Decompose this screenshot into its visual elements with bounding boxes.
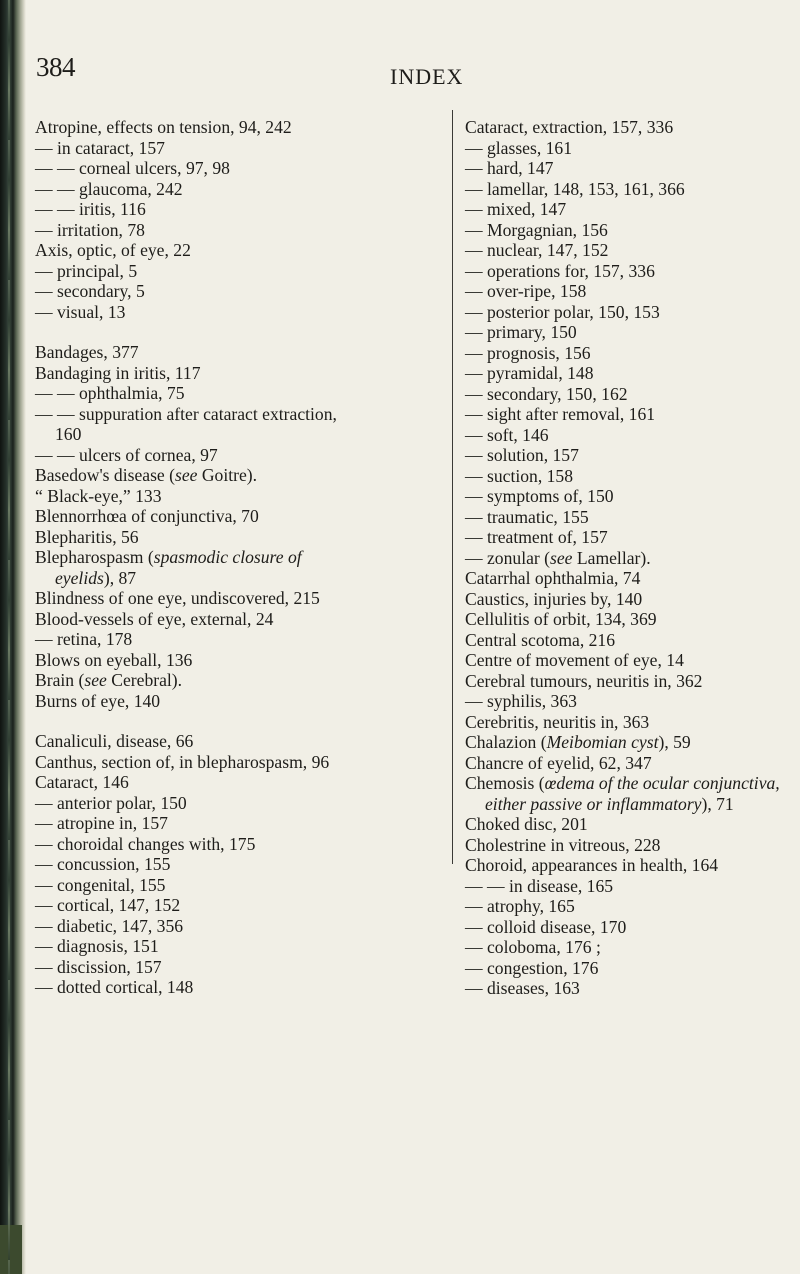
index-entry: — diabetic, 147, 356 bbox=[35, 915, 184, 936]
index-column-right bbox=[465, 117, 795, 999]
index-entry: — — ophthalmia, 75 bbox=[35, 383, 185, 403]
index-entry: Canthus, section of, in blepharospasm, 96 bbox=[35, 751, 330, 772]
index-entry: Central scotoma, 216 bbox=[465, 629, 616, 650]
index-entry bbox=[465, 732, 795, 753]
index-entry: — symptoms of, 150 bbox=[465, 486, 614, 506]
index-entry: — choroidal changes with, 175 bbox=[35, 833, 256, 854]
index-entry: — mixed, 147 bbox=[465, 199, 567, 219]
entry-text: ), 87 bbox=[103, 567, 137, 588]
entry-italic-text: see bbox=[550, 547, 573, 568]
index-entry: — retina, 178 bbox=[35, 629, 133, 649]
index-entry: Cellulitis of orbit, 134, 369 bbox=[465, 609, 657, 629]
index-entry: — — iritis, 116 bbox=[35, 199, 146, 219]
index-entry: — congenital, 155 bbox=[35, 874, 166, 895]
index-entry: — visual, 13 bbox=[35, 301, 126, 322]
entry-text: Chemosis ( bbox=[465, 773, 545, 793]
index-entry: — operations for, 157, 336 bbox=[465, 260, 655, 281]
index-entry: Blennorrhœa of conjunctiva, 70 bbox=[35, 506, 259, 526]
index-entry: — — in disease, 165 bbox=[465, 875, 614, 896]
index-entry: — glasses, 161 bbox=[465, 137, 573, 158]
entry-text: Chalazion ( bbox=[465, 732, 547, 752]
index-entry: Centre of movement of eye, 14 bbox=[465, 650, 684, 670]
entry-italic-text: see bbox=[174, 465, 198, 485]
index-entry: Blows on eyeball, 136 bbox=[35, 649, 193, 670]
index-entry: — soft, 146 bbox=[465, 424, 549, 445]
entry-text: Basedow's disease ( bbox=[35, 465, 175, 485]
entry-text: Cerebral). bbox=[106, 670, 183, 690]
index-entry: — congestion, 176 bbox=[465, 957, 599, 978]
entry-text: Lamellar). bbox=[572, 547, 651, 568]
index-entry: Chancre of eyelid, 62, 347 bbox=[465, 752, 652, 773]
index-entry: Blepharitis, 56 bbox=[35, 526, 139, 547]
index-entry: — diseases, 163 bbox=[465, 978, 580, 998]
index-entry: — secondary, 150, 162 bbox=[465, 383, 628, 404]
entry-text: Goitre). bbox=[197, 465, 258, 485]
entry-text: ), 59 bbox=[658, 732, 691, 752]
index-entry: Cerebral tumours, neuritis in, 362 bbox=[465, 670, 703, 691]
index-entry: — colloid disease, 170 bbox=[465, 916, 627, 937]
index-entry: — cortical, 147, 152 bbox=[35, 895, 181, 915]
entry-italic-text: see bbox=[84, 670, 107, 690]
index-entry: — — corneal ulcers, 97, 98 bbox=[35, 158, 230, 178]
entry-text: — zonular ( bbox=[465, 547, 551, 568]
index-entry: — primary, 150 bbox=[465, 322, 577, 342]
index-entry: — sight after removal, 161 bbox=[465, 404, 656, 424]
index-entry: — principal, 5 bbox=[35, 260, 138, 281]
book-binding-edge bbox=[0, 0, 26, 1274]
entry-text: Brain ( bbox=[35, 670, 85, 690]
index-entry bbox=[35, 670, 350, 691]
index-entry: Caustics, injuries by, 140 bbox=[465, 588, 643, 609]
index-entry: — discission, 157 bbox=[35, 956, 162, 977]
index-entry: — nuclear, 147, 152 bbox=[465, 240, 609, 260]
index-entry: — coloboma, 176 ; bbox=[465, 937, 601, 957]
index-entry bbox=[465, 548, 795, 569]
index-entry: Bandaging in iritis, 117 bbox=[35, 362, 201, 383]
index-entry: Cerebritis, neuritis in, 363 bbox=[465, 711, 650, 732]
index-entry: — lamellar, 148, 153, 161, 366 bbox=[465, 178, 685, 199]
index-entry: Cataract, extraction, 157, 336 bbox=[465, 117, 674, 137]
index-entry: — — suppuration after cataract extraction, 160 bbox=[35, 403, 337, 444]
binding-stain bbox=[0, 1225, 22, 1274]
entry-italic-text: œdema of the ocular conjunctiva, either passive or inflammatory bbox=[485, 773, 780, 814]
index-entry bbox=[35, 465, 350, 486]
index-entry: Canaliculi, disease, 66 bbox=[35, 731, 194, 751]
index-entry: Axis, optic, of eye, 22 bbox=[35, 240, 191, 260]
index-entry: — over-ripe, 158 bbox=[465, 281, 587, 301]
index-entry: — suction, 158 bbox=[465, 465, 574, 486]
index-entry: — hard, 147 bbox=[465, 158, 554, 178]
index-entry: Bandages, 377 bbox=[35, 342, 139, 362]
index-entry: — posterior polar, 150, 153 bbox=[465, 301, 660, 322]
index-entry: “ Black-eye,” 133 bbox=[35, 485, 162, 506]
index-entry: — atrophy, 165 bbox=[465, 896, 575, 916]
index-entry: — anterior polar, 150 bbox=[35, 792, 187, 813]
index-entry: Atropine, effects on tension, 94, 242 bbox=[35, 117, 292, 137]
index-entry: — dotted cortical, 148 bbox=[35, 977, 194, 997]
running-head: INDEX bbox=[390, 64, 464, 89]
page-number: 384 bbox=[36, 52, 75, 82]
index-entry: — irritation, 78 bbox=[35, 219, 145, 240]
index-entry: Blindness of one eye, undiscovered, 215 bbox=[35, 588, 320, 608]
column-divider bbox=[452, 110, 453, 864]
index-entry: Cholestrine in vitreous, 228 bbox=[465, 834, 661, 855]
entry-italic-text: spasmodic closure of eyelids bbox=[55, 547, 302, 588]
index-entry: Burns of eye, 140 bbox=[35, 690, 161, 711]
entry-text: ), 71 bbox=[701, 793, 734, 814]
index-entry: — — ulcers of cornea, 97 bbox=[35, 444, 218, 465]
index-entry: Cataract, 146 bbox=[35, 772, 129, 792]
index-entry: — — glaucoma, 242 bbox=[35, 178, 183, 199]
index-entry: — prognosis, 156 bbox=[465, 342, 591, 363]
index-entry: — pyramidal, 148 bbox=[465, 363, 594, 383]
index-entry: — atropine in, 157 bbox=[35, 813, 168, 833]
index-entry: — diagnosis, 151 bbox=[35, 936, 159, 956]
index-entry: — in cataract, 157 bbox=[35, 137, 165, 158]
index-entry: — syphilis, 363 bbox=[465, 691, 577, 711]
index-entry: Choked disc, 201 bbox=[465, 814, 588, 834]
index-entry: — concussion, 155 bbox=[35, 854, 171, 874]
index-entry: Blood-vessels of eye, external, 24 bbox=[35, 608, 274, 629]
index-entry: Choroid, appearances in health, 164 bbox=[465, 855, 719, 875]
index-entry: — Morgagnian, 156 bbox=[465, 219, 608, 240]
index-entry bbox=[35, 547, 350, 588]
entry-italic-text: Meibomian cyst bbox=[546, 732, 659, 752]
index-column-left bbox=[35, 117, 350, 998]
index-entry: — treatment of, 157 bbox=[465, 527, 608, 547]
index-entry: — traumatic, 155 bbox=[465, 506, 589, 527]
index-entry: — secondary, 5 bbox=[35, 281, 145, 301]
index-entry: — solution, 157 bbox=[465, 445, 579, 465]
index-entry bbox=[465, 773, 795, 814]
entry-text: Blepharospasm ( bbox=[35, 547, 154, 567]
index-entry: Catarrhal ophthalmia, 74 bbox=[465, 568, 641, 588]
